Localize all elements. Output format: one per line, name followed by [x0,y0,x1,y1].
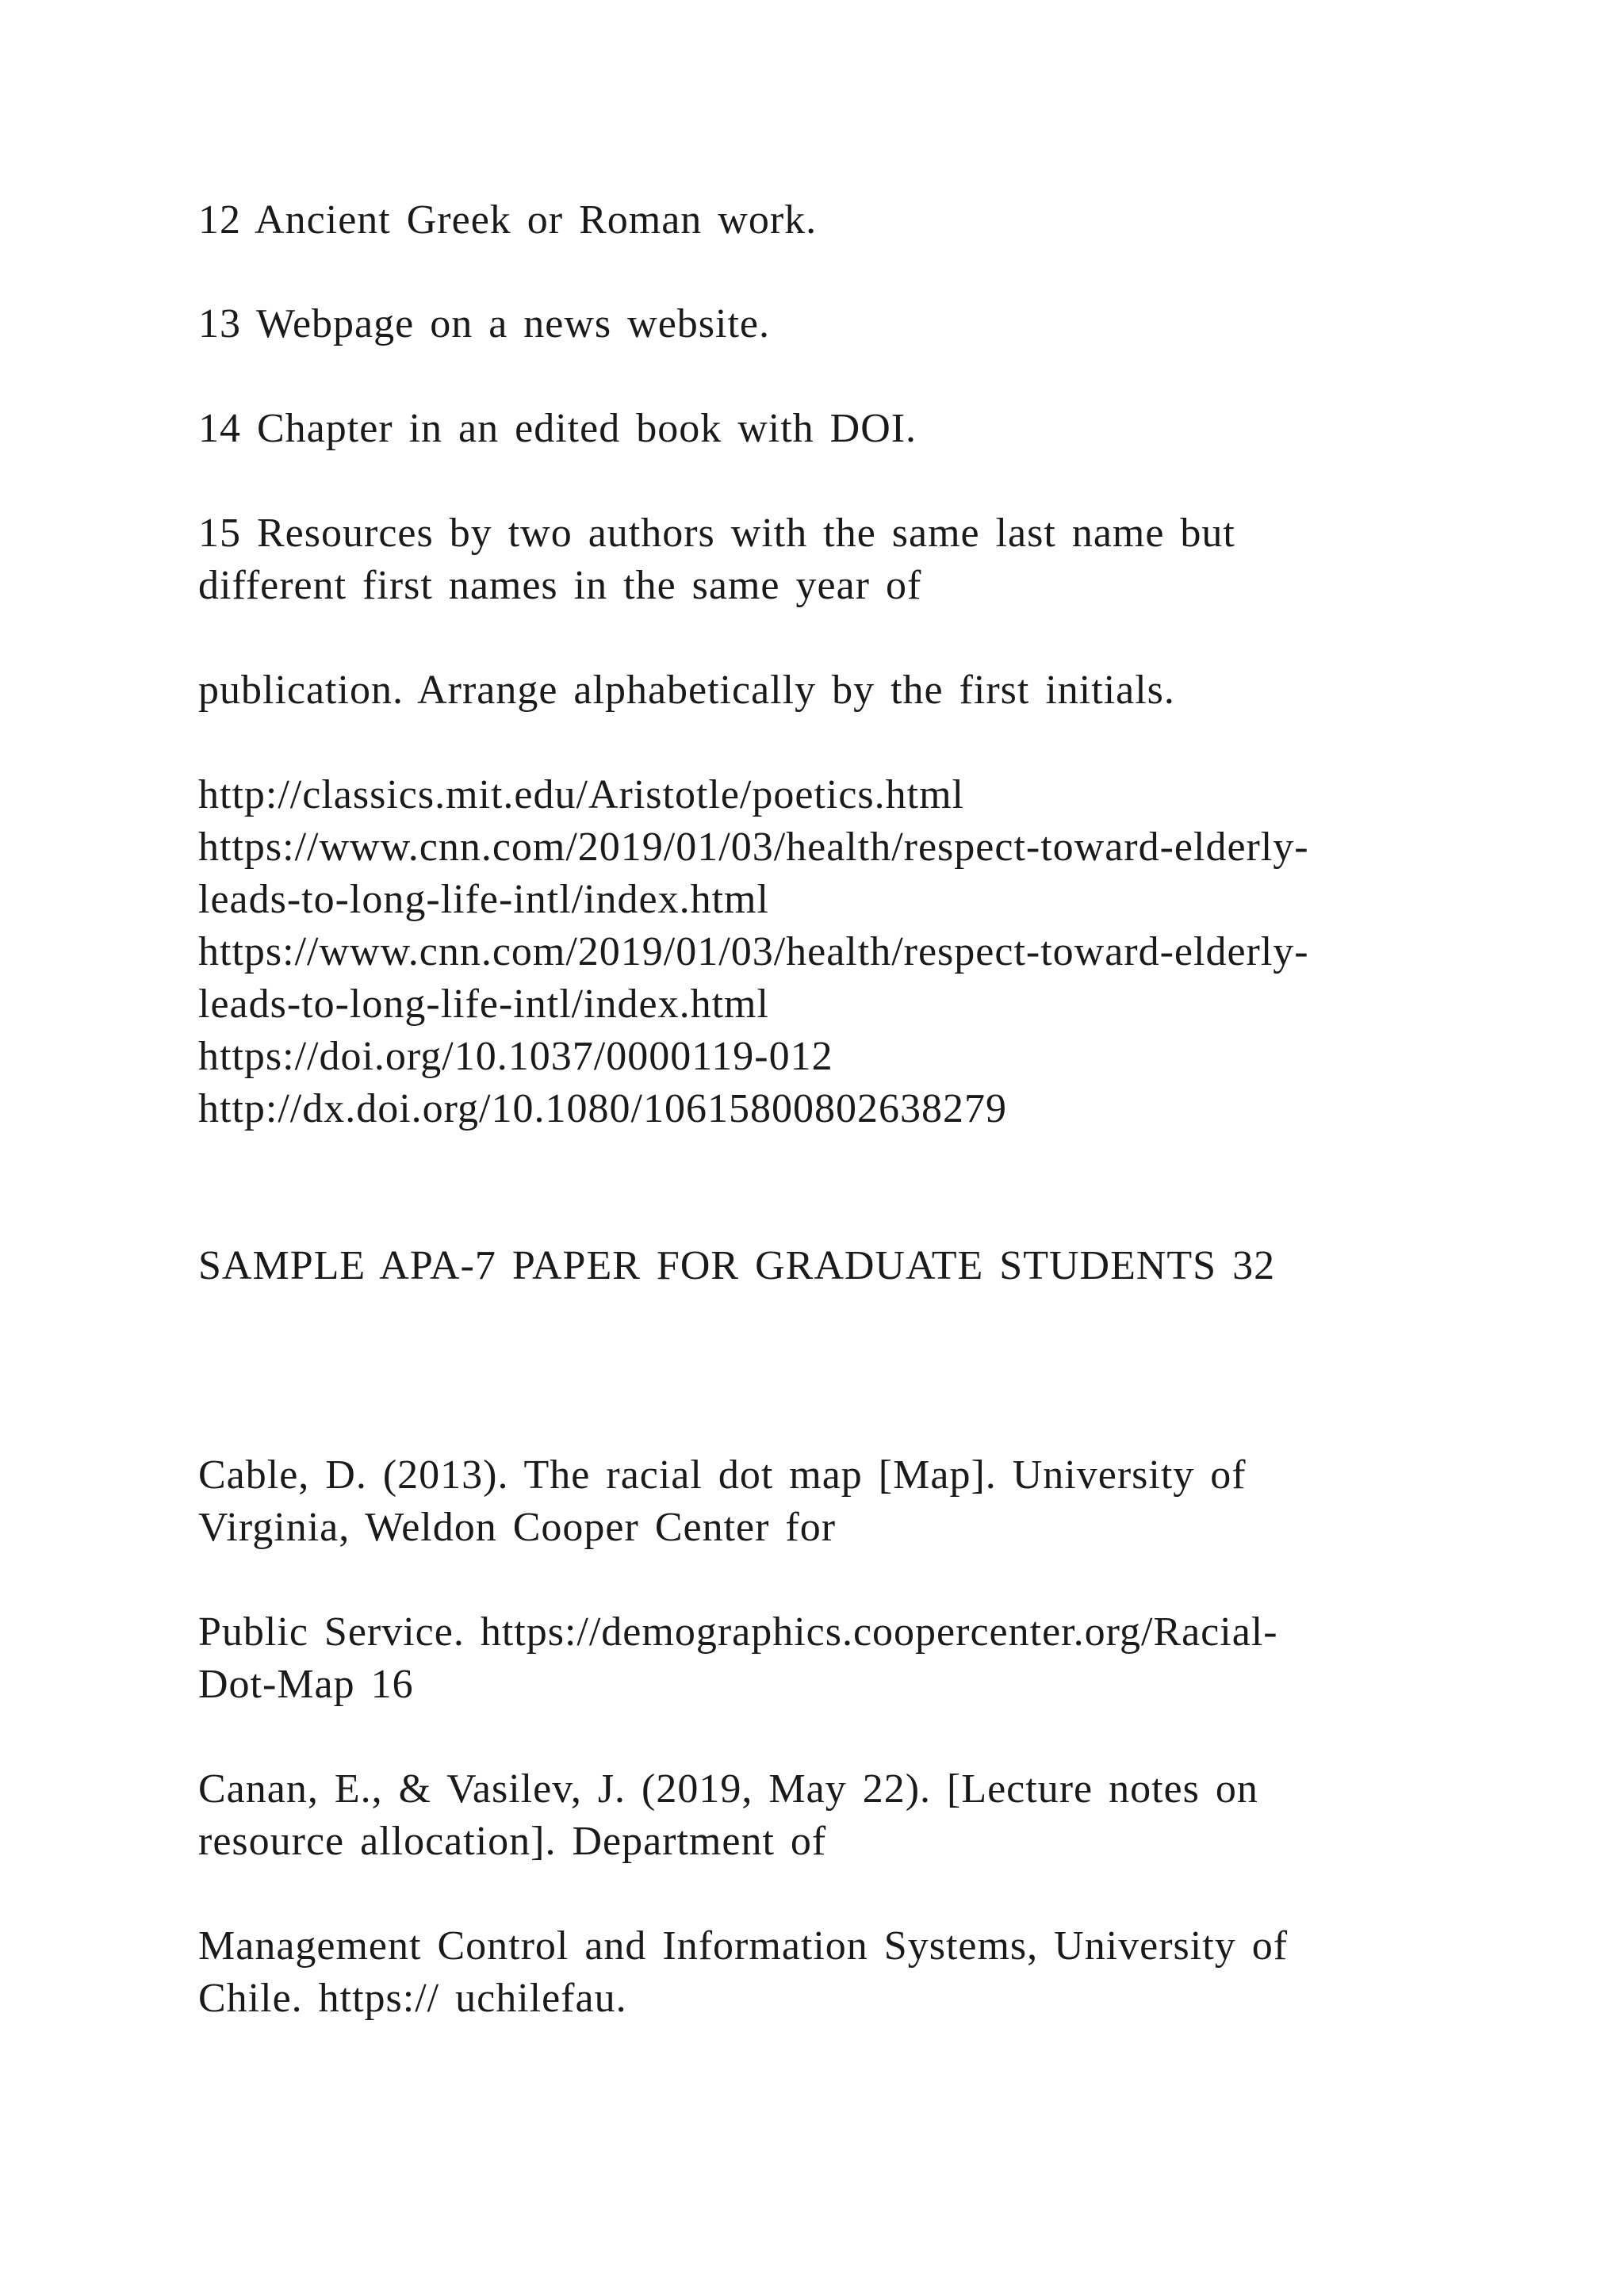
reference-cable-line-3: Public Service. https://demographics.coopercenter.org/Racial- [198,1609,1278,1655]
running-head: SAMPLE APA-7 PAPER FOR GRADUATE STUDENTS 32 [198,1243,1276,1288]
footnote-12: 12 Ancient Greek or Roman work. [198,197,818,243]
url-line: https://www.cnn.com/2019/01/03/health/respect-toward-elderly- [198,929,1309,974]
reference-canan-line-2: resource allocation]. Department of [198,1819,827,1864]
footnote-14: 14 Chapter in an edited book with DOI. [198,406,917,451]
footnote-15-line-1: 15 Resources by two authors with the same last name but [198,511,1235,556]
footnote-15-continuation: publication. Arrange alphabetically by the first initials. [198,668,1175,713]
url-line: http://dx.doi.org/10.1080/10615800802638279 [198,1086,1007,1131]
url-line: http://classics.mit.edu/Aristotle/poetics.html [198,772,965,817]
url-line: https://doi.org/10.1037/0000119-012 [198,1034,833,1079]
footnote-13: 13 Webpage on a news website. [198,301,771,346]
reference-canan-line-3: Management Control and Information Systems, University of [198,1923,1289,1969]
footnote-15-line-2: different first names in the same year of [198,563,922,608]
reference-canan-line-1: Canan, E., & Vasilev, J. (2019, May 22). [Lecture notes on [198,1766,1258,1812]
reference-cable-line-1: Cable, D. (2013). The racial dot map [Map]. University of [198,1452,1247,1498]
url-line: leads-to-long-life-intl/index.html [198,982,769,1027]
reference-cable-line-4: Dot-Map 16 [198,1662,414,1707]
url-line: leads-to-long-life-intl/index.html [198,877,769,922]
url-line: https://www.cnn.com/2019/01/03/health/respect-toward-elderly- [198,825,1309,870]
reference-canan-line-4: Chile. https:// uchilefau. [198,1976,627,2021]
reference-cable-line-2: Virginia, Weldon Cooper Center for [198,1505,837,1550]
